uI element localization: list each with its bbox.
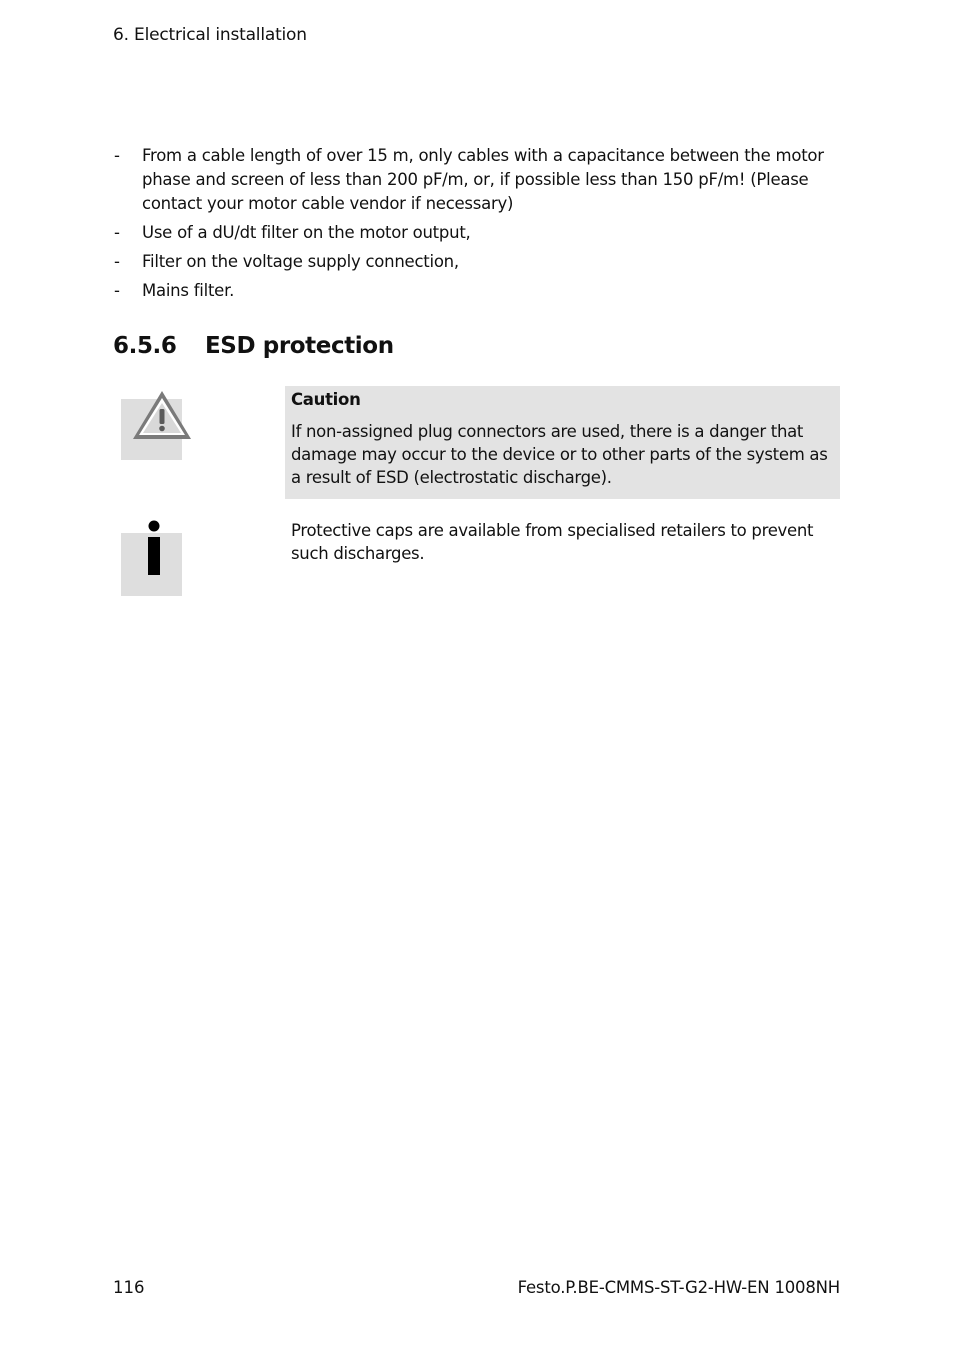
list-item-text: From a cable length of over 15 m, only cables with a capacitance between the motor phase and screen of less than 200 pF/m, or, if possible less than 150 pF/m! (Please contact your motor cable vendor if necessary) (142, 146, 824, 213)
info-icon-box (121, 533, 182, 596)
section-number: 6.5.6 (113, 333, 177, 359)
bullet-dash: - (114, 146, 120, 165)
section-heading (113, 331, 394, 361)
page-number: 116 (113, 1278, 145, 1297)
list-item-text: Filter on the voltage supply connection, (142, 252, 459, 271)
list-item-text: Use of a dU/dt filter on the motor output, (142, 223, 471, 242)
document-id: Festo.P.BE-CMMS-ST-G2-HW-EN 1008NH (517, 1278, 840, 1297)
bullet-list (113, 144, 833, 308)
caution-title: Caution (291, 390, 361, 409)
bullet-dash: - (114, 223, 120, 242)
section-title: ESD protection (205, 333, 394, 359)
note-text: Protective caps are available from specialised retailers to prevent such discharges. (291, 521, 814, 563)
list-item (113, 144, 833, 216)
info-icon (146, 520, 162, 580)
caution-panel (285, 386, 840, 499)
list-item (113, 279, 833, 303)
warning-triangle-icon (132, 389, 192, 441)
running-header: 6. Electrical installation (113, 25, 307, 45)
bullet-dash: - (114, 281, 120, 300)
list-item (113, 250, 833, 274)
warning-icon-box (121, 399, 182, 460)
list-item-text: Mains filter. (142, 281, 235, 300)
caution-text: If non-assigned plug connectors are used, there is a danger that damage may occur to the device or to other parts of the system as a result of ESD (electrostatic discharge). (291, 422, 828, 487)
bullet-dash: - (114, 252, 120, 271)
list-item (113, 221, 833, 245)
